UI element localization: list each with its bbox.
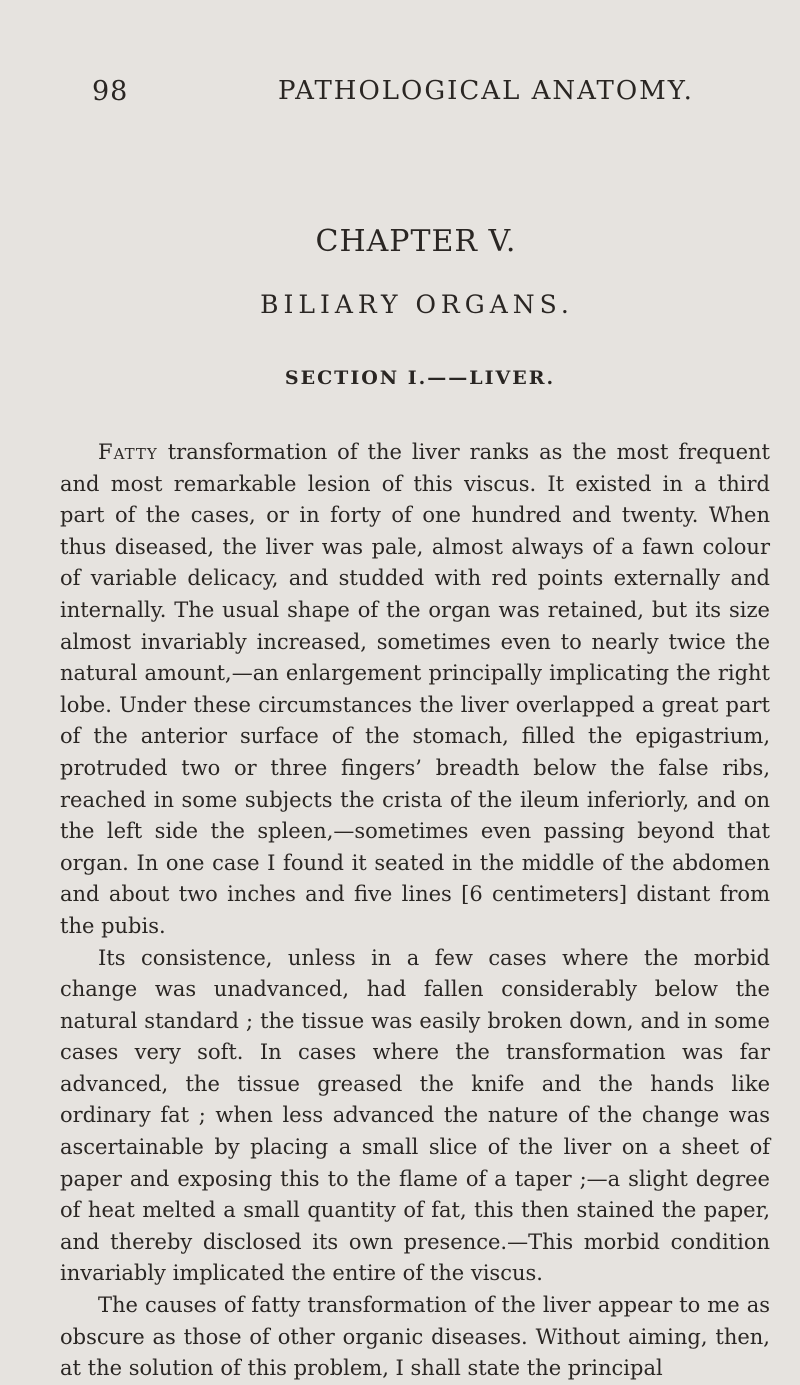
part-title: BILIARY ORGANS. bbox=[260, 290, 574, 319]
running-title: PATHOLOGICAL ANATOMY. bbox=[278, 76, 694, 106]
body-text bbox=[60, 437, 770, 1385]
paragraph-lead: Fatty bbox=[98, 440, 158, 464]
page-number: 98 bbox=[92, 76, 129, 107]
running-head bbox=[92, 76, 712, 108]
chapter-title: CHAPTER V. bbox=[315, 224, 517, 259]
paragraph-text: The causes of fatty transformation of the liver appear to me as obscure as those of other organic diseases. Without aiming, then, at the solution of this problem, I shall state the principal bbox=[60, 1293, 770, 1381]
paragraph bbox=[60, 943, 770, 1291]
paragraph bbox=[60, 437, 770, 943]
paragraph-text: Its consistence, unless in a few cases where the morbid change was unadvanced, had fallen considerably below the natural standard ; the tissue was easily broken down, and in some cases very soft. In cases where the transformation was far advanced, the tissue greased the knife and the hands like ordinary fat ; when less advanced the nature of the change was ascertainable by placing a small slice of the liver on a sheet of paper and exposing this to the flame of a taper ;—a slight degree of heat melted a small quantity of fat, this then stained the paper, and thereby disclosed its own presence.—This morbid condition invariably implicated the entire of the viscus. bbox=[60, 945, 770, 1286]
paragraph-text: transformation of the liver ranks as the most frequent and most remarkable lesion of this viscus. It existed in a third part of the cases, or in forty of one hundred and twenty. When thus diseased, the liver was pale, almost always of a fawn colour of variable delicacy, and studded with red points externally and internally. The usual shape of the organ was retained, but its size almost invariably increased, sometimes even to nearly twice the natural amount,—an enlargement principally implicating the right lobe. Under these circumstances the liver overlapped a great part of the anterior surface of the stomach, filled the epigastrium, protruded two or three fingers’ breadth below the false ribs, reached in some subjects the crista of the ileum inferiorly, and on the left side the spleen,—sometimes even passing beyond that organ. In one case I found it seated in the middle of the abdomen and about two inches and five lines [6 centimeters] distant from the pubis. bbox=[60, 440, 770, 938]
paragraph bbox=[60, 1290, 770, 1385]
section-title: SECTION I.——LIVER. bbox=[284, 367, 556, 389]
